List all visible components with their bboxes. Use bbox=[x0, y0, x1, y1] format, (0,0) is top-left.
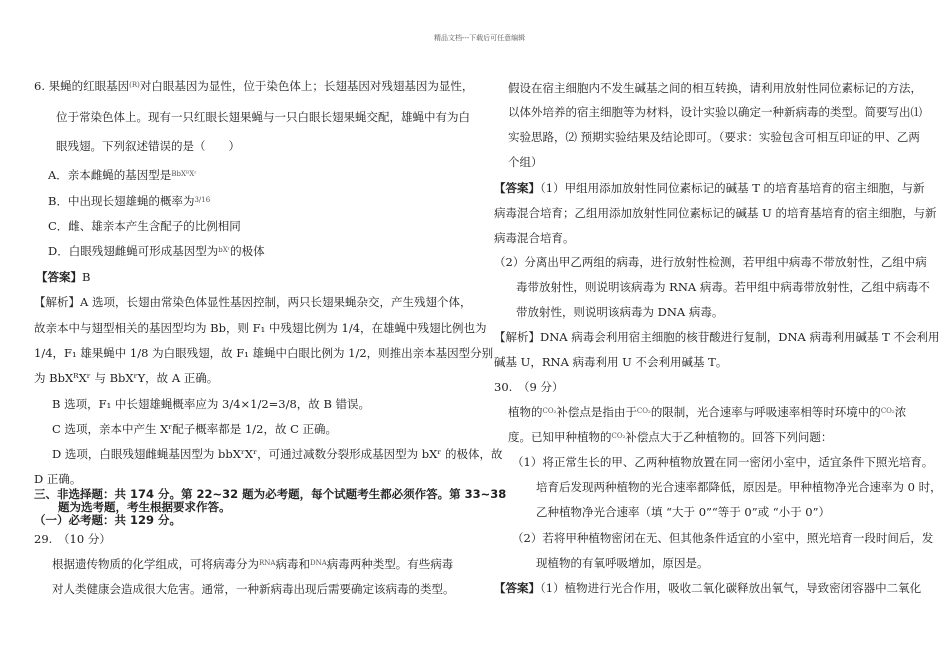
q30-sub1-line-3: 乙种植物净光合速率（填 “大于 0”“等于 0”或 “小于 0”） bbox=[536, 505, 831, 519]
page-header: 精品文档---下载后可任意编辑 bbox=[434, 34, 526, 42]
q29-line-2: 对人类健康会造成很大危害。通常，一种新病毒出现后需要确定该病毒的类型。 bbox=[52, 582, 455, 596]
q6-line-1 bbox=[34, 78, 473, 94]
q30-text: 浓 bbox=[894, 405, 907, 419]
option-a bbox=[48, 167, 197, 183]
answer-label: 【答案】 bbox=[494, 181, 540, 195]
q30-text: 度。已知甲种植物的 bbox=[508, 430, 612, 444]
q30-heading: 30. （9 分） bbox=[494, 380, 564, 394]
option-d-text: D．白眼残翅雌蝇可形成基因型为 bbox=[48, 244, 219, 258]
option-c: C．雌、雄亲本产生含配子的比例相同 bbox=[48, 219, 241, 233]
q29-answer-line-5: 毒带放射性，则说明该病毒为 RNA 病毒。若甲组中病毒带放射性，乙组中病毒不 bbox=[516, 280, 930, 294]
analysis-line-1: 【解析】A 选项，长翅由常染色体显性基因控制，两只长翅果蝇杂交，产生残翅个体， bbox=[34, 295, 472, 309]
q29-analysis-line-1: 【解析】DNA 病毒会利用宿主细胞的核苷酸进行复制，DNA 病毒利用碱基 T 不会利用 bbox=[494, 330, 940, 344]
answer-label: 【答案】 bbox=[494, 581, 540, 595]
q6-line-3: 眼残翅。下列叙述错误的是（ ） bbox=[56, 139, 240, 153]
co2-symbol: CO₂ bbox=[880, 407, 895, 415]
co2-symbol: CO₂ bbox=[542, 407, 557, 415]
required-questions-heading: （一）必考题：共 129 分。 bbox=[34, 513, 182, 527]
co2-symbol: CO₂ bbox=[636, 407, 651, 415]
q30-text: 的限制，光合速率与呼吸速率相等时环境中的 bbox=[650, 405, 881, 419]
q29-text: 病毒两种类型。有些病毒 bbox=[326, 557, 454, 571]
answer-text: （1）植物进行光合作用，吸收二氧化碳释放出氧气，导致密闭容器中二氧化 bbox=[540, 581, 922, 595]
q29-answer-line-6: 带放射性，则说明该病毒为 DNA 病毒。 bbox=[516, 305, 724, 319]
q6-text: 对白眼基因为显性，位于染色体上；长翅基因对残翅基因为显性， bbox=[139, 79, 474, 93]
q29-cont-line-3: 实验思路，⑵ 预期实验结果及结论即可。（要求：实验包含可相互印证的甲、乙两 bbox=[508, 130, 920, 144]
analysis-line-6: C 选项，亲本中产生 Xʳ配子概率都是 1/2，故 C 正确。 bbox=[52, 422, 338, 436]
q30-answer-line-1 bbox=[494, 580, 921, 596]
analysis-line-2: 故亲本中与翅型相关的基因型均为 Bb，则 F₁ 中残翅比例为 1/4，在雄蝇中残翅比例也为 bbox=[34, 321, 487, 335]
option-d bbox=[48, 243, 265, 259]
answer-label: 【答案】 bbox=[36, 270, 82, 284]
q30-sub1-line-2: 培育后发现两种植物的光合速率都降低，原因是。甲种植物净光合速率为 0 时， bbox=[536, 480, 942, 494]
genotype-symbol: bXʳ bbox=[218, 246, 231, 254]
q30-line-2 bbox=[508, 429, 832, 445]
q29-analysis-line-2: 碱基 U，RNA 病毒利用 U 不会利用碱基 T。 bbox=[494, 355, 728, 369]
q30-sub1-line-1: （1）将正常生长的甲、乙两种植物放置在同一密闭小室中，适宜条件下照光培育。 bbox=[512, 455, 934, 469]
q30-text: 补偿点是指由于 bbox=[556, 405, 637, 419]
analysis-line-4: 为 BbXᴿXʳ 与 BbXʳY，故 A 正确。 bbox=[34, 371, 219, 385]
q6-line-2: 位于常染色体上。现有一只红眼长翅果蝇与一只白眼长翅果蝇交配，雄蝇中有为白 bbox=[56, 110, 470, 124]
q29-answer-line-4: （2）分离出甲乙两组的病毒，进行放射性检测，若甲组中病毒不带放射性，乙组中病 bbox=[494, 255, 927, 269]
genotype-symbol: BbXᴿXʳ bbox=[171, 170, 197, 178]
q30-text: 植物的 bbox=[508, 405, 543, 419]
option-d-text: 的极体 bbox=[230, 244, 265, 258]
analysis-line-3: 1/4，F₁ 雄果蝇中 1/8 为白眼残翅，故 F₁ 雄蝇中白眼比例为 1/2，则推出亲本基因型分别 bbox=[34, 346, 494, 360]
q29-cont-line-4: 个组） bbox=[508, 155, 543, 169]
rna-symbol: RNA bbox=[259, 559, 276, 567]
q30-line-1 bbox=[508, 404, 906, 420]
answer-value: B bbox=[82, 270, 91, 284]
q29-cont-line-1: 假设在宿主细胞内不发生碱基之间的相互转换，请利用放射性同位素标记的方法， bbox=[508, 81, 922, 95]
option-b bbox=[48, 193, 210, 209]
q30-text: 补偿点大于乙种植物的。回答下列问题： bbox=[625, 430, 833, 444]
q30-sub2-line-2: 现植物的有氧呼吸增加，原因是。 bbox=[536, 556, 709, 570]
q29-text: 根据遗传物质的化学组成，可将病毒分为 bbox=[52, 557, 259, 571]
analysis-line-8: D 正确。 bbox=[34, 472, 82, 486]
q29-answer-line-3: 病毒混合培育。 bbox=[494, 231, 575, 245]
dna-symbol: DNA bbox=[309, 559, 327, 567]
q29-heading: 29. （10 分） bbox=[34, 532, 111, 546]
answer-line bbox=[36, 269, 90, 285]
q6-text: 6. 果蝇的红眼基因 bbox=[34, 79, 130, 93]
analysis-line-5: B 选项，F₁ 中长翅雄蝇概率应为 3/4×1/2=3/8，故 B 错误。 bbox=[52, 397, 371, 411]
q29-cont-line-2: 以体外培养的宿主细胞等为材料，设计实验以确定一种新病毒的类型。简要写出⑴ bbox=[508, 105, 922, 119]
option-a-text: A．亲本雌蝇的基因型是 bbox=[48, 168, 172, 182]
answer-text: （1）甲组用添加放射性同位素标记的碱基 T 的培育基培育的宿主细胞，与新 bbox=[540, 181, 925, 195]
q29-line-1 bbox=[52, 556, 453, 572]
q29-text: 病毒和 bbox=[275, 557, 310, 571]
probability-symbol: 3/16 bbox=[194, 196, 211, 204]
option-b-text: B．中出现长翅雄蝇的概率为 bbox=[48, 194, 195, 208]
co2-symbol: CO₂ bbox=[611, 432, 626, 440]
section-3-heading-2: 题为选考题，考生根据要求作答。 bbox=[58, 500, 231, 514]
q29-answer-line-2: 病毒混合培育；乙组用添加放射性同位素标记的碱基 U 的培育基培育的宿主细胞，与新 bbox=[494, 206, 937, 220]
q30-sub2-line-1: （2）若将甲种植物密闭在无、但其他条件适宜的小室中，照光培育一段时间后，发 bbox=[512, 531, 934, 545]
section-3-heading: 三、非选择题：共 174 分。第 22~32 题为必考题，每个试题考生都必须作答。第 33~38 bbox=[34, 487, 507, 501]
gene-symbol: (R) bbox=[129, 81, 140, 89]
q29-answer-line-1 bbox=[494, 180, 925, 196]
analysis-line-7: D 选项，白眼残翅雌蝇基因型为 bbXʳXʳ，可通过减数分裂形成基因型为 bXʳ 的极体，故 bbox=[52, 447, 503, 461]
